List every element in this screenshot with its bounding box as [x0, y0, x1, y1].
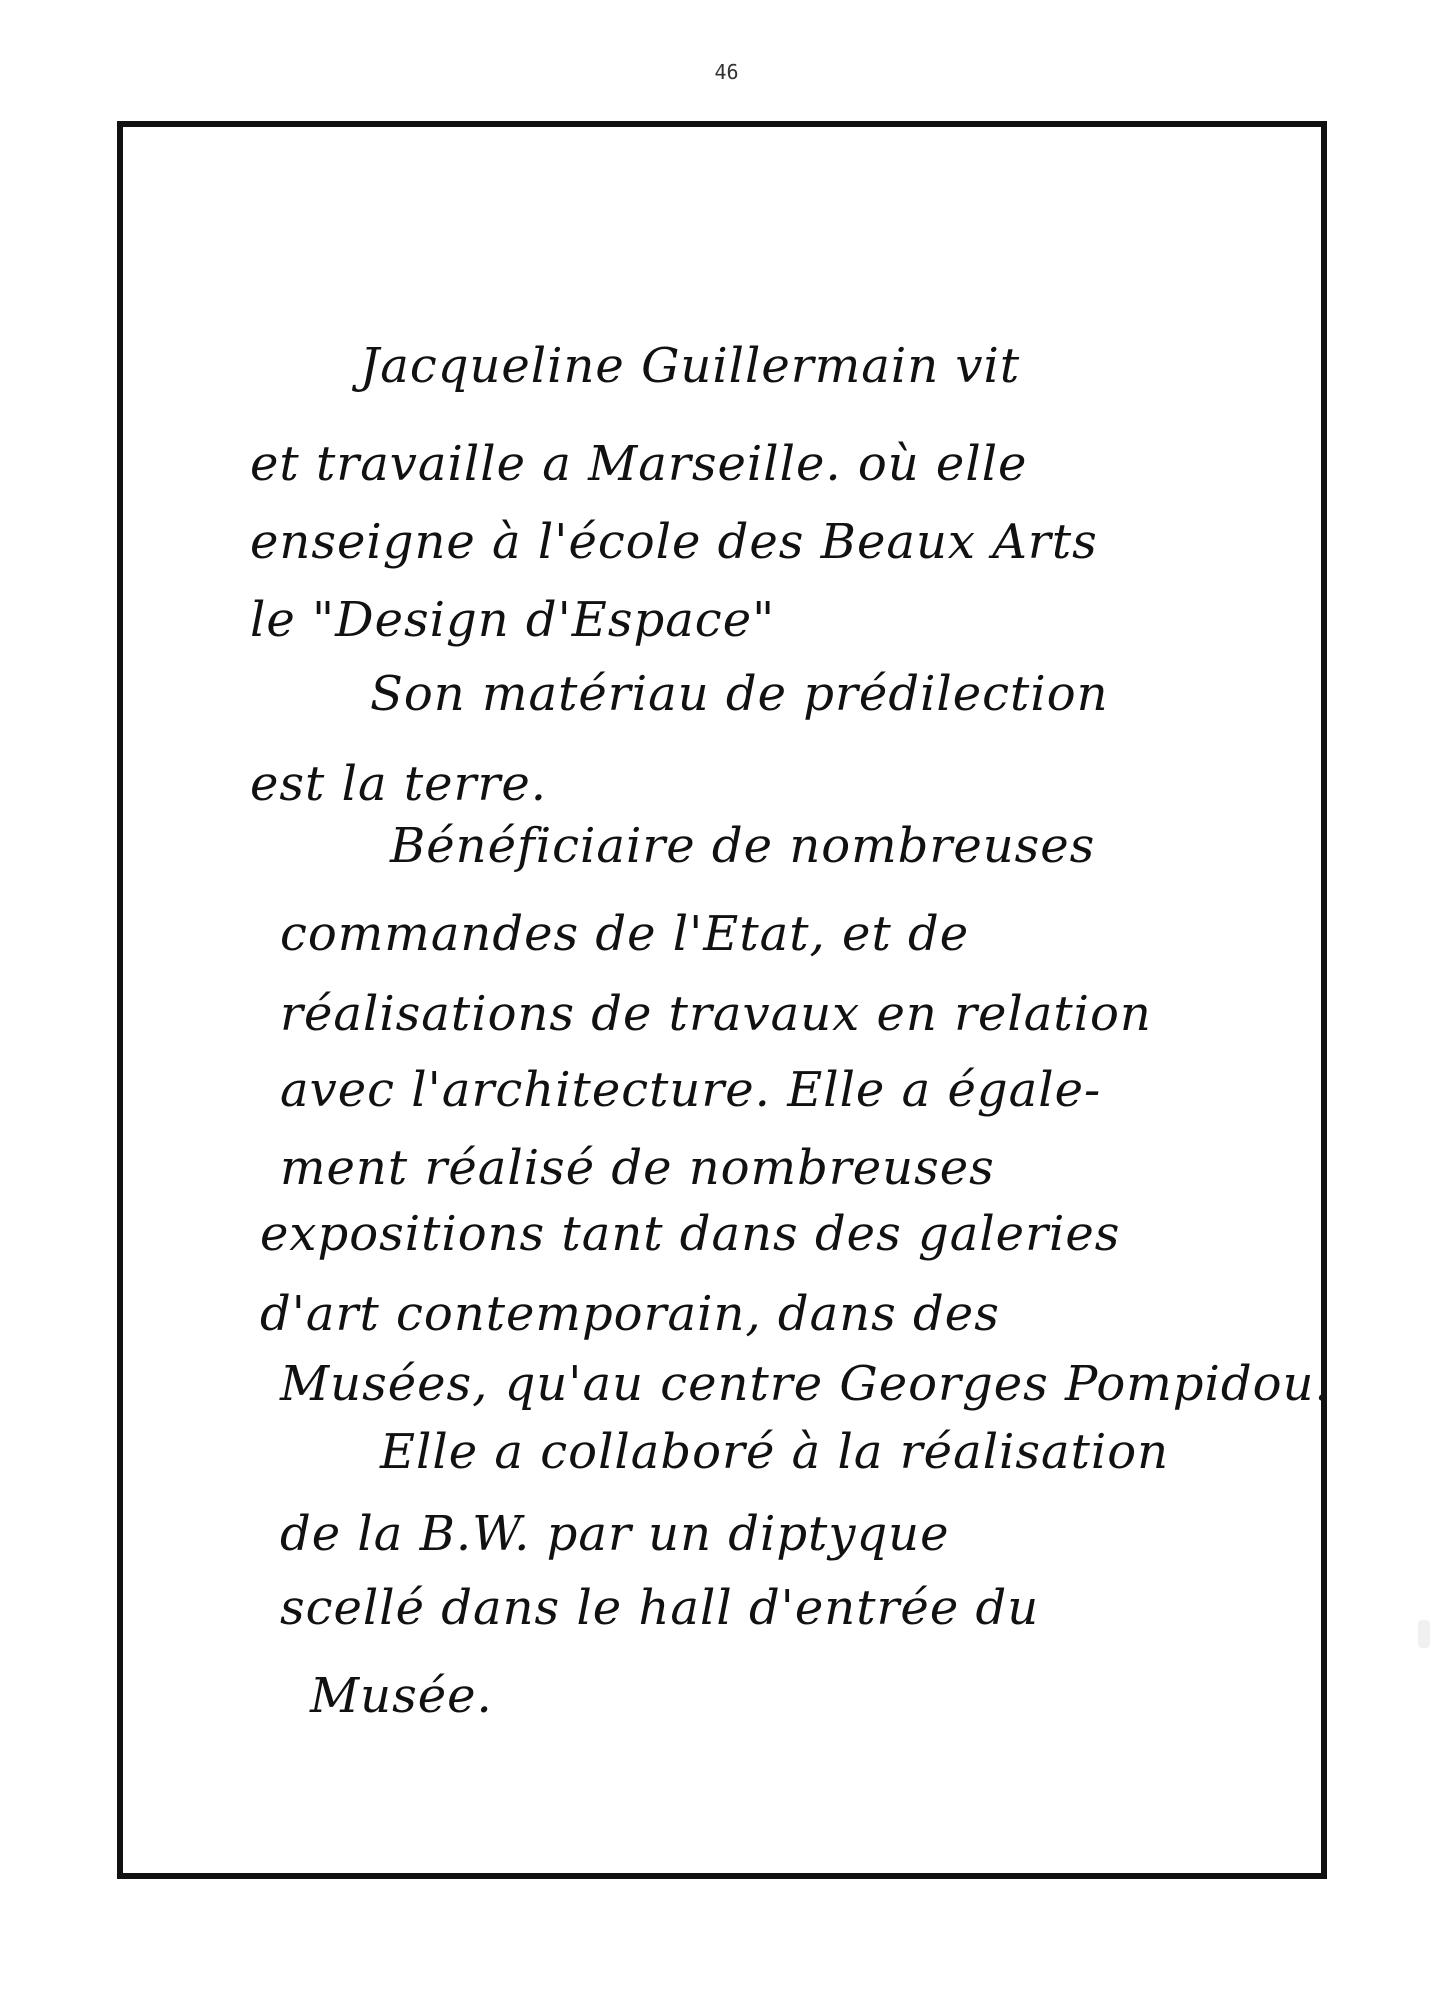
handwritten-line: d'art contemporain, dans des — [260, 1286, 1000, 1342]
handwritten-line: avec l'architecture. Elle a égale- — [280, 1062, 1102, 1118]
handwritten-line: Musées, qu'au centre Georges Pompidou. — [280, 1356, 1331, 1412]
handwritten-note — [150, 0, 1331, 2000]
handwritten-line: ment réalisé de nombreuses — [280, 1140, 995, 1196]
handwritten-line: expositions tant dans des galeries — [260, 1206, 1121, 1262]
handwritten-line: commandes de l'Etat, et de — [280, 906, 970, 962]
handwritten-line: de la B.W. par un diptyque — [280, 1506, 950, 1562]
handwritten-line: Musée. — [310, 1668, 493, 1724]
handwritten-line: scellé dans le hall d'entrée du — [280, 1580, 1040, 1636]
handwritten-line: Elle a collaboré à la réalisation — [380, 1424, 1170, 1480]
handwritten-line: Son matériau de prédilection — [370, 666, 1109, 722]
page-number: 46 — [714, 60, 739, 84]
handwritten-line: Jacqueline Guillermain vit — [360, 338, 1021, 394]
handwritten-line: réalisations de travaux en relation — [280, 986, 1152, 1042]
handwritten-line: enseigne à l'école des Beaux Arts — [250, 514, 1098, 570]
handwritten-line: est la terre. — [250, 756, 548, 812]
paper-smudge — [1418, 1620, 1430, 1648]
handwritten-line: Bénéficiaire de nombreuses — [390, 818, 1096, 874]
handwritten-line: le "Design d'Espace" — [250, 592, 776, 648]
handwritten-line: et travaille a Marseille. où elle — [250, 436, 1028, 492]
